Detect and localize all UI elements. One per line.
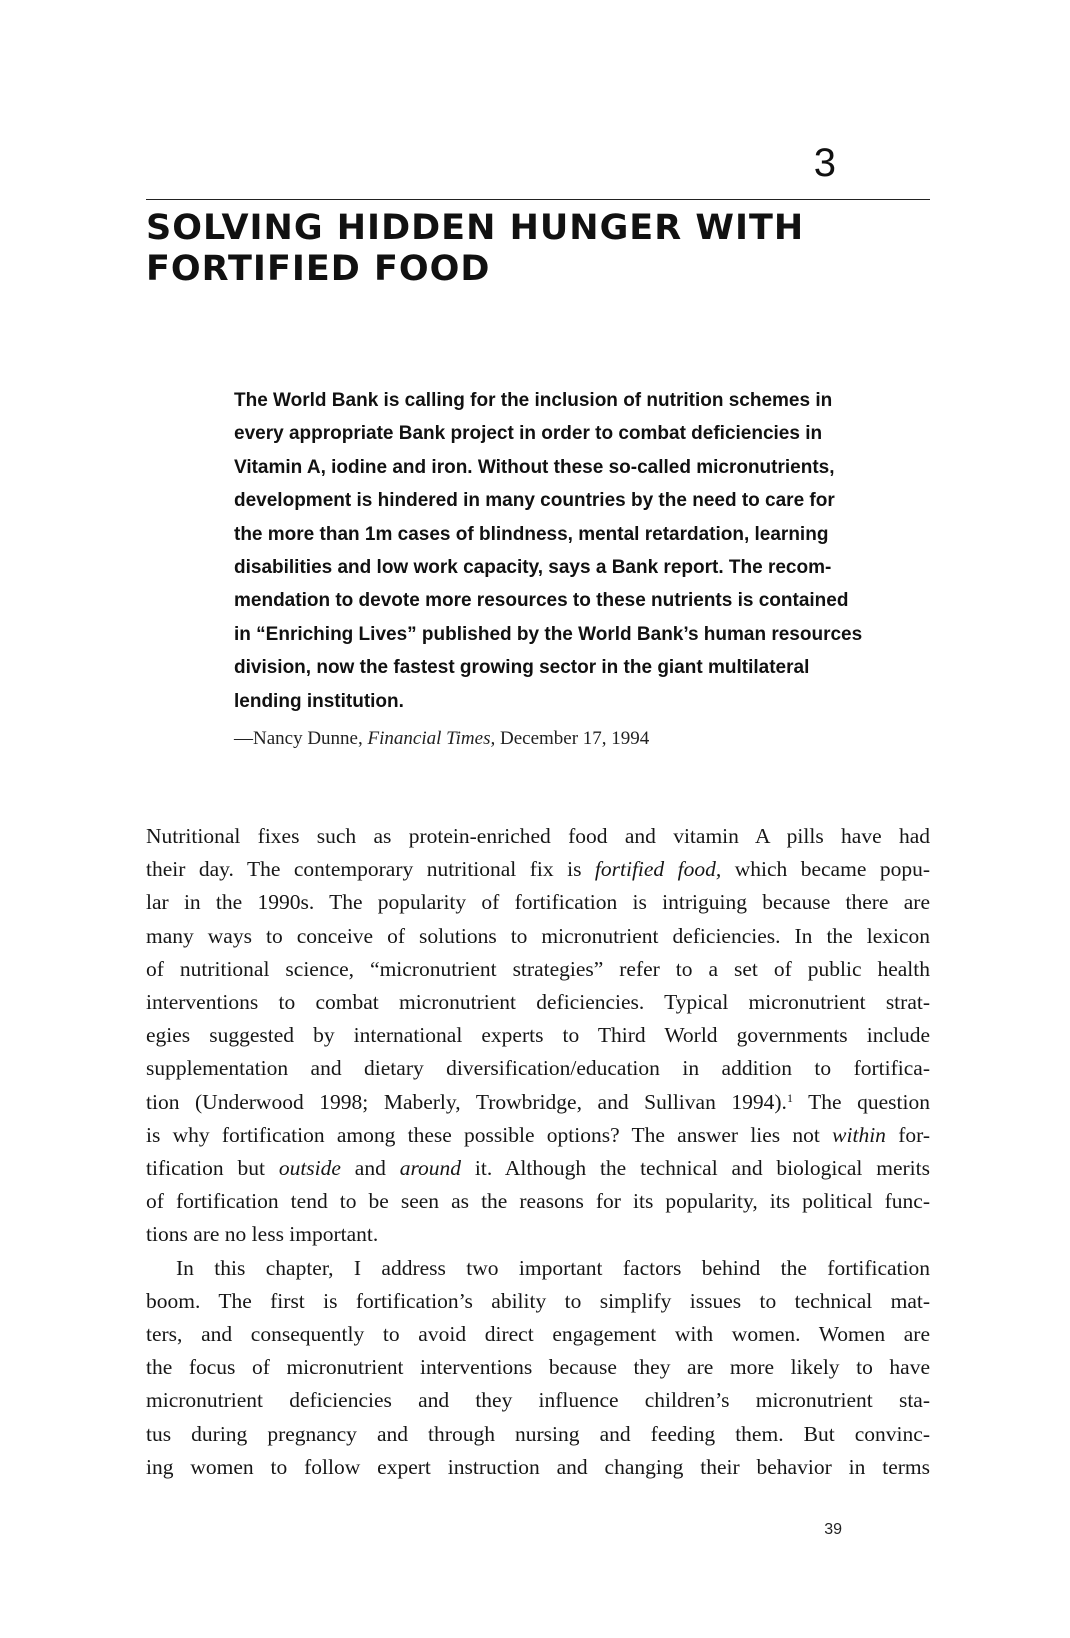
epigraph-line: every appropriate Bank project in order to combat deficiencies in [234, 423, 823, 445]
epigraph-line: Vitamin A, iodine and iron. Without these so-called micronutrients, [234, 456, 835, 478]
text-run: and [340, 1156, 400, 1181]
text-run: is why fortification among these possible options? The answer lies not [146, 1122, 833, 1147]
text-line: egies suggested by international experts to Third World governments include [146, 1023, 930, 1048]
epigraph-line: in “Enriching Lives” published by the World Bank’s human resources [234, 623, 863, 645]
epigraph-date: December 17, 1994 [495, 728, 650, 750]
paragraph-1 [146, 820, 930, 1252]
text-line: interventions to combat micronutrient deficiencies. Typical micronutrient strat- [146, 990, 930, 1015]
text-line: tions are no less important. [146, 1222, 379, 1247]
text-run: tification but [146, 1156, 279, 1181]
text-run: which became popu- [721, 857, 930, 882]
text-line [146, 1086, 930, 1119]
text-line [146, 853, 930, 886]
chapter-title-line: SOLVING HIDDEN HUNGER WITH [146, 208, 805, 248]
text-run: tion (Underwood 1998; Maberly, Trowbridge, and Sullivan 1994). [146, 1089, 787, 1114]
text-run: it. Although the technical and biological merits [461, 1156, 930, 1181]
text-line: ing women to follow expert instruction and changing their behavior in terms [146, 1454, 930, 1479]
epigraph [234, 384, 914, 752]
text-line: of fortification tend to be seen as the reasons for its popularity, its political func- [146, 1189, 930, 1214]
text-line: In this chapter, I address two important factors behind the fortification [176, 1255, 930, 1280]
epigraph-author: —Nancy Dunne, [234, 728, 368, 750]
emphasis-text: outside [278, 1156, 341, 1181]
epigraph-line: mendation to devote more resources to these nutrients is contained [234, 590, 849, 612]
epigraph-line: disabilities and low work capacity, says a Bank report. The recom- [234, 557, 832, 579]
text-line: the focus of micronutrient interventions because they are more likely to have [146, 1355, 930, 1380]
epigraph-line: The World Bank is calling for the inclusion of nutrition schemes in [234, 390, 833, 411]
epigraph-line: the more than 1m cases of blindness, mental retardation, learning [234, 523, 829, 545]
footnote-reference[interactable]: 1 [786, 1090, 793, 1105]
text-run: for- [885, 1122, 930, 1147]
emphasis-text: within [832, 1122, 886, 1147]
text-line: boom. The first is fortification’s ability to simplify issues to technical mat- [146, 1288, 930, 1313]
text-run: The question [792, 1089, 930, 1114]
epigraph-line: development is hindered in many countries by the need to care for [234, 490, 835, 512]
text-line [146, 1119, 930, 1152]
emphasis-text: around [399, 1156, 462, 1181]
epigraph-line: division, now the fastest growing sector in the giant multilateral [234, 657, 810, 679]
text-line: of nutritional science, “micronutrient strategies” refer to a set of public health [146, 956, 930, 981]
text-line: ters, and consequently to avoid direct engagement with women. Women are [146, 1322, 930, 1347]
text-line: micronutrient deficiencies and they influence children’s micronutrient sta- [146, 1388, 930, 1413]
emphasis-text: fortified food, [594, 857, 722, 882]
paragraph-2 [146, 1252, 930, 1484]
chapter-rule [146, 199, 930, 200]
chapter-title [146, 208, 906, 290]
body-text [146, 820, 930, 1484]
text-run: their day. The contemporary nutritional fix is [146, 857, 595, 882]
epigraph-line: lending institution. [234, 690, 404, 712]
page-number: 39 [824, 1521, 842, 1538]
text-line: tus during pregnancy and through nursing and feeding them. But convinc- [146, 1421, 930, 1446]
text-line [146, 1152, 930, 1185]
text-line: lar in the 1990s. The popularity of fortification is intriguing because there are [146, 890, 930, 915]
text-line: supplementation and dietary diversification/education in addition to fortifica- [146, 1056, 930, 1081]
epigraph-publication: Financial Times, [367, 728, 496, 750]
text-line: many ways to conceive of solutions to micronutrient deficiencies. In the lexicon [146, 923, 930, 948]
text-line: Nutritional fixes such as protein-enriched food and vitamin A pills have had [146, 824, 930, 848]
epigraph-source [234, 726, 914, 752]
chapter-title-line: FORTIFIED FOOD [146, 249, 491, 289]
chapter-number: 3 [813, 141, 836, 185]
